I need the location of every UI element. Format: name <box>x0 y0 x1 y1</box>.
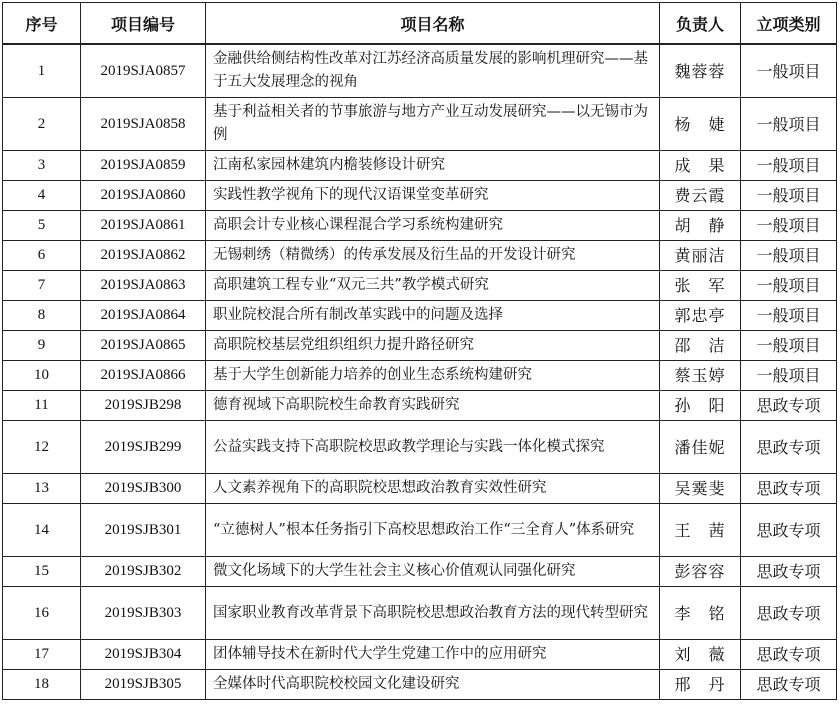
cell-project-code: 2019SJB300 <box>81 474 206 504</box>
cell-serial: 7 <box>3 271 81 301</box>
header-category: 立项类别 <box>741 3 837 45</box>
cell-category: 一般项目 <box>741 44 837 98</box>
cell-leader: 胡 静 <box>660 211 741 241</box>
cell-serial: 16 <box>3 587 81 640</box>
cell-serial: 14 <box>3 504 81 557</box>
cell-leader: 费云霞 <box>660 181 741 211</box>
cell-project-name: 微文化场域下的大学生社会主义核心价值观认同强化研究 <box>206 557 660 587</box>
header-serial: 序号 <box>3 3 81 45</box>
cell-serial: 2 <box>3 98 81 151</box>
cell-category: 思政专项 <box>741 587 837 640</box>
cell-project-name: 人文素养视角下的高职院校思想政治教育实效性研究 <box>206 474 660 504</box>
cell-serial: 1 <box>3 44 81 98</box>
cell-category: 一般项目 <box>741 151 837 181</box>
table-row <box>3 421 837 474</box>
cell-project-code: 2019SJB304 <box>81 640 206 670</box>
cell-project-code: 2019SJA0857 <box>81 44 206 98</box>
cell-serial: 8 <box>3 301 81 331</box>
cell-leader: 杨 婕 <box>660 98 741 151</box>
cell-project-name: 高职建筑工程专业“双元三共”教学模式研究 <box>206 271 660 301</box>
cell-leader: 成 果 <box>660 151 741 181</box>
cell-category: 一般项目 <box>741 271 837 301</box>
table-row <box>3 301 837 331</box>
table-row <box>3 331 837 361</box>
table-row <box>3 557 837 587</box>
cell-category: 一般项目 <box>741 361 837 391</box>
cell-project-name: 全媒体时代高职院校校园文化建设研究 <box>206 670 660 700</box>
cell-leader: 魏蓉蓉 <box>660 44 741 98</box>
cell-project-code: 2019SJA0866 <box>81 361 206 391</box>
header-project-name: 项目名称 <box>206 3 660 45</box>
cell-leader: 蔡玉婷 <box>660 361 741 391</box>
cell-project-name: 江南私家园林建筑内檐装修设计研究 <box>206 151 660 181</box>
cell-leader: 潘佳妮 <box>660 421 741 474</box>
table-row <box>3 241 837 271</box>
cell-category: 一般项目 <box>741 331 837 361</box>
table-row <box>3 504 837 557</box>
cell-category: 一般项目 <box>741 211 837 241</box>
cell-project-code: 2019SJA0861 <box>81 211 206 241</box>
table-row <box>3 151 837 181</box>
cell-project-name: 基于利益相关者的节事旅游与地方产业互动发展研究——以无锡市为例 <box>206 98 660 151</box>
cell-category: 一般项目 <box>741 241 837 271</box>
table-row <box>3 98 837 151</box>
cell-leader: 李 铭 <box>660 587 741 640</box>
cell-project-code: 2019SJA0863 <box>81 271 206 301</box>
table-row <box>3 670 837 700</box>
cell-project-name: 高职会计专业核心课程混合学习系统构建研究 <box>206 211 660 241</box>
cell-project-name: 公益实践支持下高职院校思政教学理论与实践一体化模式探究 <box>206 421 660 474</box>
cell-serial: 10 <box>3 361 81 391</box>
cell-serial: 3 <box>3 151 81 181</box>
cell-leader: 郭忠亭 <box>660 301 741 331</box>
cell-leader: 孙 阳 <box>660 391 741 421</box>
cell-serial: 6 <box>3 241 81 271</box>
cell-leader: 吴霙斐 <box>660 474 741 504</box>
cell-project-name: 实践性教学视角下的现代汉语课堂变革研究 <box>206 181 660 211</box>
cell-project-code: 2019SJA0859 <box>81 151 206 181</box>
cell-serial: 4 <box>3 181 81 211</box>
header-row <box>3 3 837 45</box>
cell-category: 思政专项 <box>741 504 837 557</box>
cell-project-name: 国家职业教育改革背景下高职院校思想政治教育方法的现代转型研究 <box>206 587 660 640</box>
cell-project-code: 2019SJA0858 <box>81 98 206 151</box>
cell-project-code: 2019SJB302 <box>81 557 206 587</box>
table-row <box>3 391 837 421</box>
cell-project-name: 高职院校基层党组织组织力提升路径研究 <box>206 331 660 361</box>
cell-project-name: 德育视域下高职院校生命教育实践研究 <box>206 391 660 421</box>
cell-leader: 黄丽洁 <box>660 241 741 271</box>
table-row <box>3 474 837 504</box>
cell-category: 思政专项 <box>741 391 837 421</box>
cell-serial: 18 <box>3 670 81 700</box>
cell-serial: 12 <box>3 421 81 474</box>
cell-project-name: 职业院校混合所有制改革实践中的问题及选择 <box>206 301 660 331</box>
table-row <box>3 44 837 98</box>
cell-project-code: 2019SJB299 <box>81 421 206 474</box>
table-row <box>3 211 837 241</box>
cell-category: 思政专项 <box>741 640 837 670</box>
cell-serial: 9 <box>3 331 81 361</box>
cell-category: 一般项目 <box>741 301 837 331</box>
cell-project-name: “立德树人”根本任务指引下高校思想政治工作“三全育人”体系研究 <box>206 504 660 557</box>
table-row <box>3 361 837 391</box>
table-row <box>3 181 837 211</box>
cell-category: 一般项目 <box>741 98 837 151</box>
cell-leader: 王 茜 <box>660 504 741 557</box>
cell-project-name: 团体辅导技术在新时代大学生党建工作中的应用研究 <box>206 640 660 670</box>
cell-leader: 邵 洁 <box>660 331 741 361</box>
cell-leader: 彭容容 <box>660 557 741 587</box>
cell-project-name: 金融供给侧结构性改革对江苏经济高质量发展的影响机理研究——基于五大发展理念的视角 <box>206 44 660 98</box>
cell-project-code: 2019SJA0862 <box>81 241 206 271</box>
cell-project-code: 2019SJA0865 <box>81 331 206 361</box>
cell-serial: 17 <box>3 640 81 670</box>
cell-serial: 13 <box>3 474 81 504</box>
header-project-code: 项目编号 <box>81 3 206 45</box>
cell-project-code: 2019SJA0864 <box>81 301 206 331</box>
cell-serial: 5 <box>3 211 81 241</box>
cell-project-name: 无锡刺绣（精微绣）的传承发展及衍生品的开发设计研究 <box>206 241 660 271</box>
cell-project-name: 基于大学生创新能力培养的创业生态系统构建研究 <box>206 361 660 391</box>
cell-category: 一般项目 <box>741 181 837 211</box>
cell-category: 思政专项 <box>741 670 837 700</box>
cell-category: 思政专项 <box>741 557 837 587</box>
header-leader: 负责人 <box>660 3 741 45</box>
cell-leader: 张 军 <box>660 271 741 301</box>
cell-serial: 11 <box>3 391 81 421</box>
cell-category: 思政专项 <box>741 474 837 504</box>
cell-project-code: 2019SJB301 <box>81 504 206 557</box>
cell-project-code: 2019SJB305 <box>81 670 206 700</box>
cell-category: 思政专项 <box>741 421 837 474</box>
cell-project-code: 2019SJB298 <box>81 391 206 421</box>
cell-serial: 15 <box>3 557 81 587</box>
cell-project-code: 2019SJA0860 <box>81 181 206 211</box>
projects-table <box>2 2 837 700</box>
table-row <box>3 587 837 640</box>
cell-leader: 邢 丹 <box>660 670 741 700</box>
cell-leader: 刘 薇 <box>660 640 741 670</box>
table-row <box>3 640 837 670</box>
table-row <box>3 271 837 301</box>
cell-project-code: 2019SJB303 <box>81 587 206 640</box>
